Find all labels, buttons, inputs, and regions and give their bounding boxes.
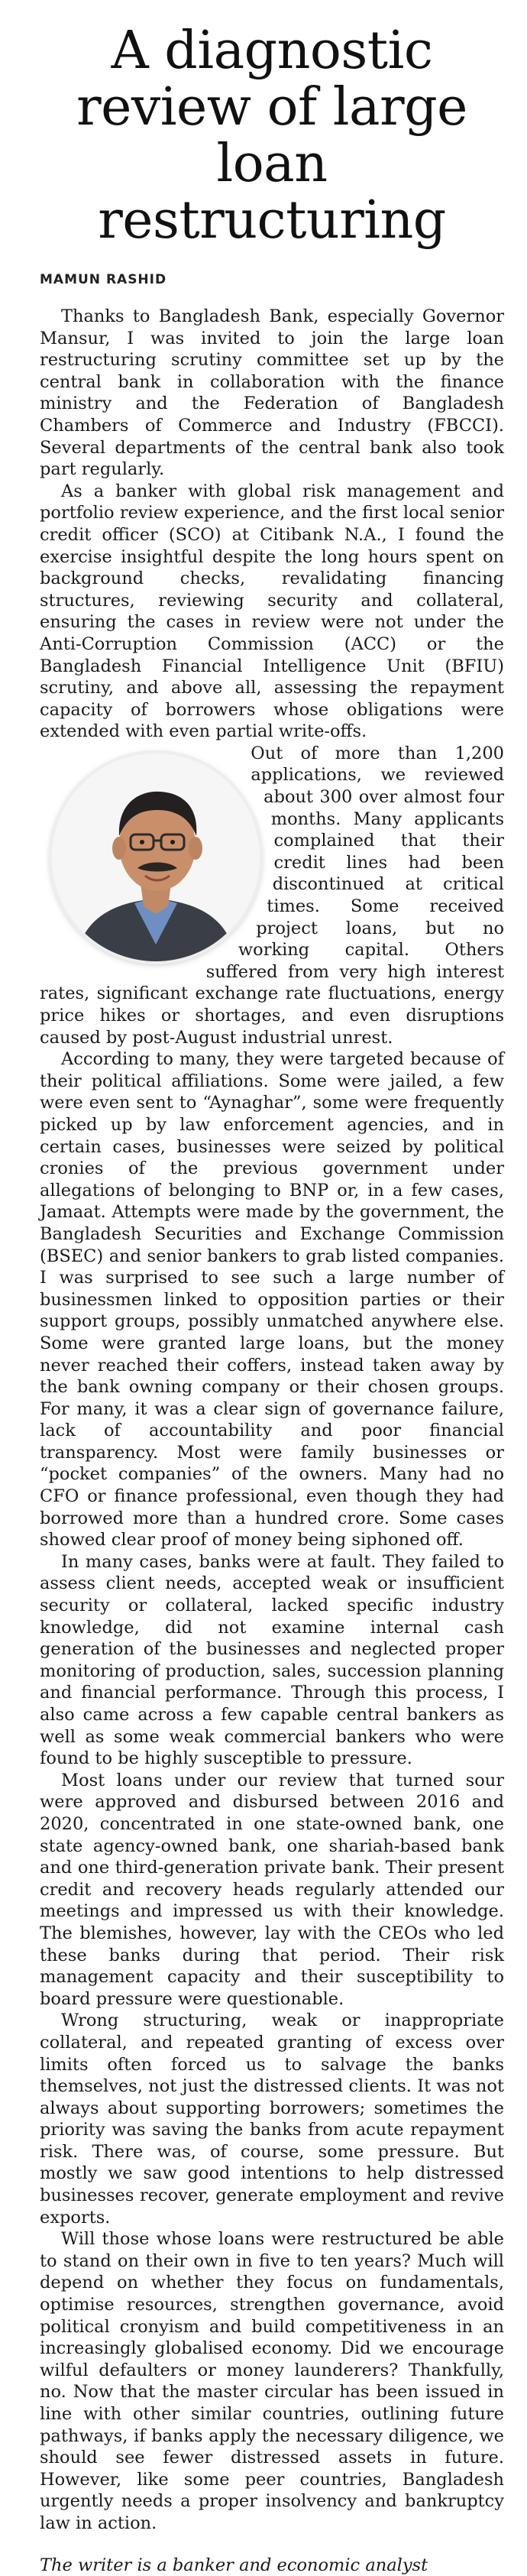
paragraph: According to many, they were targeted because of their political affiliations. Some were jailed, a few were even sent to “Aynaghar”, some were frequently picked up by law enforcement agencies, and in certain cases, businesses were seized by political cronies of the previous government under allegations of belonging to BNP or, in a few cases, Jamaat. Attempts were made by the government, the Bangladesh Securities and Exchange Commission (BSEC) and senior bankers to grab listed companies. I was surprised to see such a large number of businessmen linked to opposition parties or their support groups, possibly unmatched anywhere else. Some were granted large loans, but the money never reached their coffers, instead taken away by the bank owning company or their chosen groups. For many, it was a clear sign of governance failure, lack of accountability and poor financial transparency. Most were family businesses or “pocket companies” of the owners. Many had no CFO or finance professional, even though they had borrowed more than a hundred crore. Some cases showed clear proof of money being siphoned off. bbox=[40, 1049, 504, 1550]
article-body bbox=[40, 306, 504, 2535]
paragraph: In many cases, banks were at fault. They failed to assess client needs, accepted weak or insufficient security or collateral, lacked specific industry knowledge, did not examine internal cash generation of the businesses and neglected proper monitoring of production, sales, succession planning and financial performance. Through this process, I also came across a few capable central bankers as well as some weak commercial bankers who were found to be highly susceptible to pressure. bbox=[40, 1551, 504, 1769]
paragraph: As a banker with global risk management and portfolio review experience, and the first local senior credit officer (SCO) at Citibank N.A., I found the exercise insightful despite the long hours spent on background checks, revalidating financing structures, reviewing security and collateral, ensuring the cases in review were not under the Anti-Corruption Commission (ACC) or the Bangladesh Financial Intelligence Unit (BFIU) scrutiny, and above all, assessing the repayment capacity of borrowers whose obligations were extended with even partial write-offs. bbox=[40, 481, 504, 742]
paragraph: Thanks to Bangladesh Bank, especially Governor Mansur, I was invited to join the large loan restructuring scrutiny committee set up by the central bank in collaboration with the finance ministry and the Federation of Bangladesh Chambers of Commerce and Industry (FBCCI). Several departments of the central bank also took part regularly. bbox=[40, 306, 504, 480]
author-portrait bbox=[52, 753, 260, 961]
paragraph: Out of more than 1,200 applications, we reviewed about 300 over almost four months. Many applicants complained that their credit lines had been discontinued at critical times. Some received project loans, but no working capital. Others suffered from very high interest rates, significant exchange rate fluctuations, energy price hikes or shortages, and even disruptions caused by post-August industrial unrest. bbox=[40, 743, 504, 1048]
byline: MAMUN RASHID bbox=[40, 272, 167, 287]
paragraph: Most loans under our review that turned sour were approved and disbursed between 2016 and 2020, concentrated in one state-owned bank, one state agency-owned bank, one shariah-based bank and one third-generation private bank. Their present credit and recovery heads regularly attended our meetings and impressed us with their knowledge. The blemishes, however, lay with the CEOs who led these banks during that period. Their risk management capacity and their susceptibility to board pressure were questionable. bbox=[40, 1770, 504, 2009]
author-note: The writer is a banker and economic analyst bbox=[40, 2555, 428, 2575]
headline: A diagnostic review of large loan restructuring bbox=[76, 21, 467, 251]
paragraph: Will those whose loans were restructured be able to stand on their own in five to ten years? Much will depend on whether they focus on fundamentals, optimise resources, strengthen governance, avoid political cronyism and build competitiveness in an increasingly globalised economy. Did we encourage wilful defaulters or money launderers? Thankfully, no. Now that the master circular has been issued in line with other similar countries, outlining future pathways, if banks apply the necessary diligence, we should see fewer distressed assets in future. However, like some peer countries, Bangladesh urgently needs a proper insolvency and bankruptcy law in action. bbox=[40, 2229, 504, 2533]
author-photo-illustration bbox=[52, 753, 260, 961]
paragraph: Wrong structuring, weak or inappropriate collateral, and repeated granting of excess over limits often forced us to salvage the banks themselves, not just the distressed clients. It was not always about supporting borrowers; sometimes the priority was saving the banks from acute repayment risk. There was, of course, some pressure. But mostly we saw good intentions to help distressed businesses recover, generate employment and revive exports. bbox=[40, 2011, 504, 2228]
